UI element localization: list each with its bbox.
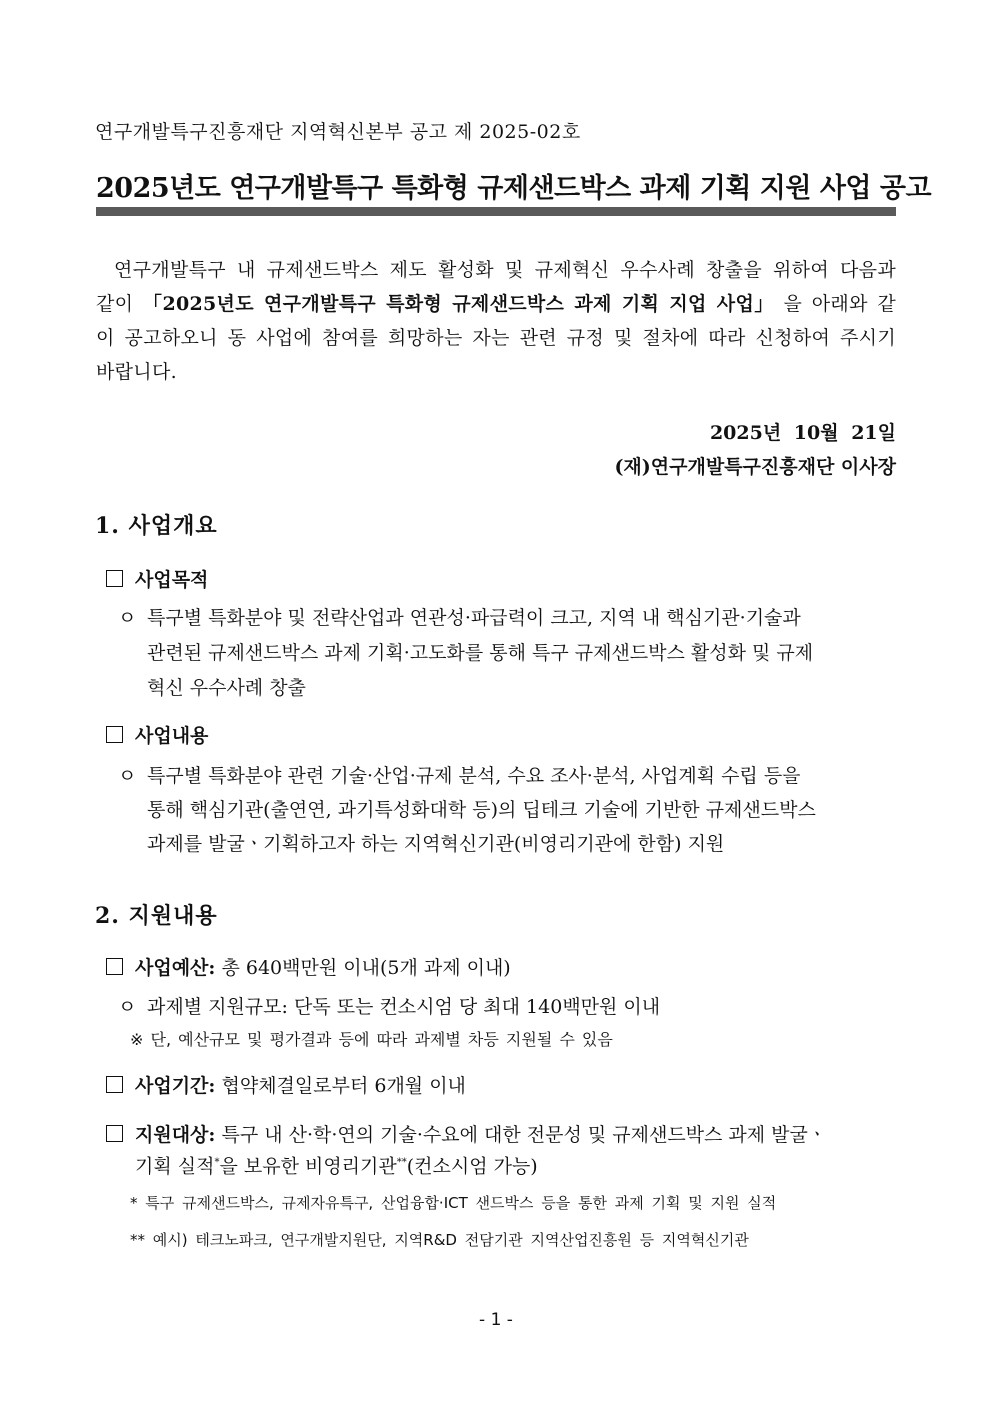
- purpose-line-1: 특구별 특화분야 및 전략산업과 연관성·파급력이 크고, 지역 내 핵심기관·기술과: [147, 607, 801, 629]
- intro-project-name: 「2025년도 연구개발특구 특화형 규제샌드박스 과제 기획 지업 사업」: [142, 293, 774, 315]
- content-label: 사업내용: [135, 725, 209, 747]
- target-line-2a: 기획 실적: [135, 1155, 215, 1178]
- purpose-heading: [106, 565, 208, 592]
- target-line-2c: (컨소시엄 가능): [406, 1155, 538, 1178]
- budget-label: 사업예산:: [135, 957, 216, 979]
- budget-text: 총 640백만원 이내(5개 과제 이내): [221, 957, 511, 979]
- section1-heading: 1. 사업개요: [95, 513, 218, 539]
- intro-paragraph: [96, 253, 896, 389]
- content-bullet-mark: ㅇ: [118, 765, 137, 787]
- target-label: 지원대상:: [135, 1124, 216, 1146]
- content-line-3: 과제를 발굴ㆍ기획하고자 하는 지역혁신기관(비영리기관에 한함) 지원: [147, 833, 725, 855]
- section2-heading: 2. 지원내용: [95, 903, 218, 929]
- purpose-bullet-mark: ㅇ: [118, 607, 137, 629]
- footnote-marker-1: *: [214, 1157, 220, 1168]
- target-line-2: [135, 1146, 538, 1183]
- page-number: - 1 -: [479, 1310, 513, 1330]
- content-line-2: 통해 핵심기관(출연연, 과기특성화대학 등)의 딥테크 기술에 기반한 규제샌드박스: [147, 799, 816, 821]
- checkbox-square-icon: [106, 726, 123, 743]
- checkbox-square-icon: [106, 1076, 123, 1093]
- target-line-2b: 을 보유한 비영리기관: [219, 1155, 397, 1178]
- budget-bullet-text: 과제별 지원규모: 단독 또는 컨소시엄 당 최대 140백만원 이내: [147, 996, 661, 1018]
- checkbox-square-icon: [106, 1125, 123, 1142]
- budget-bullet-mark: ㅇ: [118, 996, 137, 1018]
- footnote-1: * 특구 규제샌드박스, 규제자유특구, 산업융합·ICT 샌드박스 등을 통한 과제 기획 및 지원 실적: [130, 1194, 777, 1212]
- content-heading: [106, 721, 208, 748]
- target-heading: [106, 1120, 826, 1147]
- checkbox-square-icon: [106, 570, 123, 587]
- title-underline: [96, 207, 896, 216]
- target-line-1: 특구 내 산·학·연의 기술·수요에 대한 전문성 및 규제샌드박스 과제 발굴ㆍ: [221, 1124, 827, 1146]
- intro-text-before: 연구개발특구 내 규제샌드박스 제도 활성화 및 규제혁신 우수사례 창출을 위하여 다음과 같이: [96, 259, 896, 315]
- purpose-line-3: 혁신 우수사례 창출: [147, 677, 306, 699]
- notice-date: 2025년 10월 21일: [709, 422, 896, 444]
- checkbox-square-icon: [106, 958, 123, 975]
- page-title: 2025년도 연구개발특구 특화형 규제샌드박스 과제 기획 지원 사업 공고: [96, 173, 932, 204]
- purpose-line-2: 관련된 규제샌드박스 과제 기획·고도화를 통해 특구 규제샌드박스 활성화 및 규제: [147, 642, 814, 664]
- period-label: 사업기간:: [135, 1075, 216, 1097]
- period-text: 협약체결일로부터 6개월 이내: [221, 1075, 466, 1097]
- purpose-label: 사업목적: [135, 569, 209, 591]
- budget-note: ※ 단, 예산규모 및 평가결과 등에 따라 과제별 차등 지원될 수 있음: [130, 1030, 613, 1049]
- notice-number: 연구개발특구진흥재단 지역혁신본부 공고 제 2025-02호: [95, 121, 581, 143]
- budget-heading: [106, 953, 511, 980]
- footnote-marker-2: **: [396, 1157, 407, 1168]
- issuing-organization: (재)연구개발특구진흥재단 이사장: [614, 456, 896, 478]
- content-line-1: 특구별 특화분야 관련 기술·산업·규제 분석, 수요 조사·분석, 사업계획 수립 등을: [147, 765, 801, 787]
- footnote-2: ** 예시) 테크노파크, 연구개발지원단, 지역R&D 전담기관 지역산업진흥원 등 지역혁신기관: [130, 1231, 749, 1249]
- period-heading: [106, 1071, 466, 1098]
- intro-text-after: 을 아래와 같이 공고하오니 동 사업에 참여를 희망하는 자는 관련 규정 및 절차에 따라 신청하여 주시기 바랍니다.: [96, 293, 896, 383]
